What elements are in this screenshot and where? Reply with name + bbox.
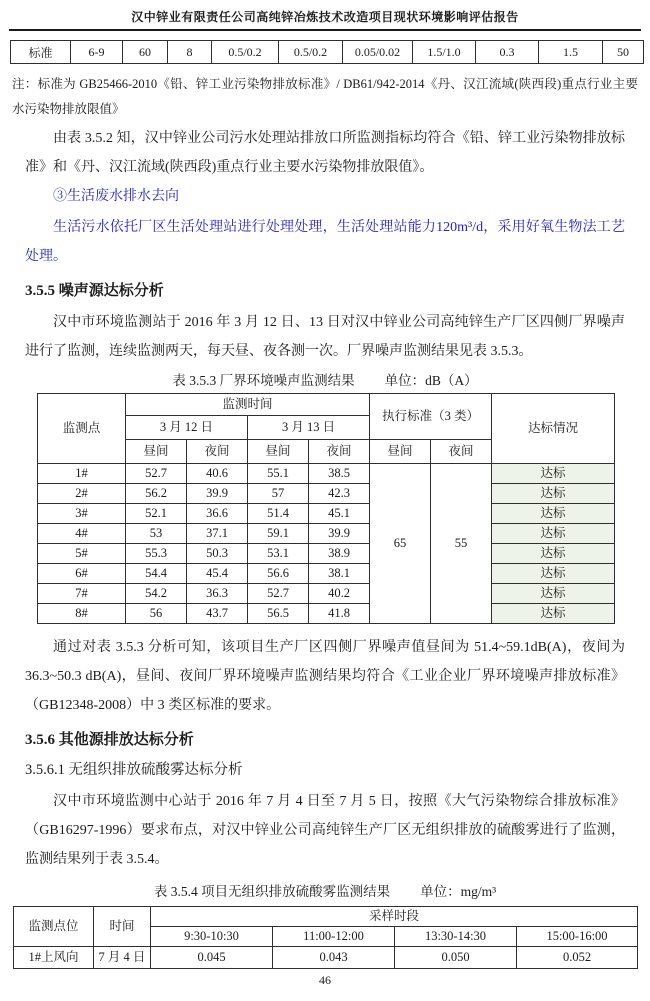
compliance-cell: 达标 <box>492 504 615 524</box>
table-cell: 52.1 <box>126 504 187 524</box>
table-cell: 0.5/0.2 <box>212 41 279 64</box>
table-cell: 37.1 <box>187 524 248 544</box>
table-cell: 59.1 <box>248 524 309 544</box>
table-cell: 1.5 <box>539 41 603 64</box>
mist-table-caption <box>0 880 650 900</box>
blue-subsection-heading: ③生活废水排水去向 <box>53 189 179 204</box>
table-cell: 0.050 <box>395 947 517 969</box>
table-cell: 39.9 <box>309 524 370 544</box>
table-cell: 7 月 4 日 <box>94 947 151 969</box>
mist-monitoring-table <box>13 906 638 969</box>
table-header-row <box>14 907 638 927</box>
standard-day-cell: 65 <box>370 464 431 624</box>
table-cell: 55.1 <box>248 464 309 484</box>
table-cell: 38.5 <box>309 464 370 484</box>
table-cell: 39.9 <box>187 484 248 504</box>
table-cell: 3# <box>38 504 126 524</box>
table-cell: 52.7 <box>126 464 187 484</box>
table-cell: 0.05/0.02 <box>343 41 413 64</box>
header-cell-daytime: 昼间 <box>126 440 187 464</box>
table-cell: 标准 <box>11 41 71 64</box>
table-cell: 45.4 <box>187 564 248 584</box>
table-cell: 1.5/1.0 <box>413 41 476 64</box>
table-row <box>38 484 615 504</box>
table-cell: 51.4 <box>248 504 309 524</box>
header-cell-night: 夜间 <box>187 440 248 464</box>
table-row <box>38 604 615 624</box>
header-cell-point: 监测点 <box>38 394 126 464</box>
compliance-cell: 达标 <box>492 484 615 504</box>
paragraph-noise-monitoring-intro: 汉中市环境监测站于 2016 年 3 月 12 日、13 日对汉中锌业公司高纯锌生产厂区四侧厂界噪声进行了监测，连续监测两天，每天昼、夜各测一次。厂界噪声监测结果见表 3.5.3。 <box>25 315 625 359</box>
table-cell: 8# <box>38 604 126 624</box>
paragraph-noise-analysis: 通过对表 3.5.3 分析可知，该项目生产厂区四侧厂界噪声值昼间为 51.4~59.1dB(A)，夜间为 36.3~50.3 dB(A)，昼间、夜间厂界环境噪声监测结果均符合《工业企业厂界环境噪声排放标准》（GB12348-2008）中 3 类区标准的要求。 <box>25 640 625 713</box>
table-cell: 56.5 <box>248 604 309 624</box>
table-cell: 53.1 <box>248 544 309 564</box>
compliance-cell: 达标 <box>492 544 615 564</box>
header-cell-night: 夜间 <box>431 440 492 464</box>
table-cell: 6-9 <box>71 41 123 64</box>
noise-table-caption <box>0 369 650 389</box>
table-cell: 0.043 <box>273 947 395 969</box>
table-cell: 41.8 <box>309 604 370 624</box>
table-cell: 56.6 <box>248 564 309 584</box>
caption-title: 表 3.5.3 厂界环境噪声监测结果 <box>172 373 355 388</box>
header-cell-day1: 3 月 12 日 <box>126 416 248 440</box>
table-cell: 0.5/0.2 <box>279 41 343 64</box>
compliance-cell: 达标 <box>492 464 615 484</box>
caption-title: 表 3.5.4 项目无组织排放硫酸雾监测结果 <box>153 884 391 899</box>
header-cell-period: 11:00-12:00 <box>273 927 395 947</box>
table-cell: 54.2 <box>126 584 187 604</box>
header-cell-night: 夜间 <box>309 440 370 464</box>
table-cell: 7# <box>38 584 126 604</box>
paragraph-mist-monitoring-intro: 汉中市环境监测中心站于 2016 年 7 月 4 日至 7 月 5 日，按照《大气污染物综合排放标准》（GB16297-1996）要求布点，对汉中锌业公司高纯锌生产厂区无组织排放的硫酸雾进行了监测，监测结果列于表 3.5.4。 <box>25 794 625 867</box>
standards-row <box>11 41 644 64</box>
compliance-cell: 达标 <box>492 604 615 624</box>
table-cell: 54.4 <box>126 564 187 584</box>
header-cell-time: 时间 <box>94 907 151 947</box>
table-row <box>38 504 615 524</box>
table-cell: 50 <box>603 41 644 64</box>
table-cell: 36.3 <box>187 584 248 604</box>
noise-monitoring-table <box>37 393 615 624</box>
header-cell-period: 13:30-14:30 <box>395 927 517 947</box>
header-cell-day2: 3 月 13 日 <box>248 416 370 440</box>
table-row <box>38 464 615 484</box>
header-cell-period: 9:30-10:30 <box>151 927 273 947</box>
table-cell: 2# <box>38 484 126 504</box>
header-cell-period: 15:00-16:00 <box>517 927 638 947</box>
table-row <box>38 524 615 544</box>
table-header-row <box>38 394 615 416</box>
table-cell: 40.2 <box>309 584 370 604</box>
header-cell-daytime: 昼间 <box>248 440 309 464</box>
table-cell: 0.3 <box>476 41 539 64</box>
standard-night-cell: 55 <box>431 464 492 624</box>
section-heading-3-5-5: 3.5.5 噪声源达标分析 <box>25 283 164 299</box>
table-cell: 52.7 <box>248 584 309 604</box>
header-cell-period-group: 采样时段 <box>151 907 638 927</box>
table-cell: 1# <box>38 464 126 484</box>
compliance-cell: 达标 <box>492 564 615 584</box>
table-row <box>14 947 638 969</box>
table-cell: 40.6 <box>187 464 248 484</box>
table-cell: 53 <box>126 524 187 544</box>
table-cell: 43.7 <box>187 604 248 624</box>
caption-unit: 单位：mg/m³ <box>420 884 497 899</box>
table-cell: 8 <box>168 41 212 64</box>
section-heading-3-5-6: 3.5.6 其他源排放达标分析 <box>25 732 194 748</box>
table-cell: 56 <box>126 604 187 624</box>
page-number: 46 <box>319 973 331 987</box>
paragraph-domestic-wastewater: 生活污水依托厂区生活处理站进行处理处理，生活处理站能力120m³/d，采用好氧生物法工艺处理。 <box>25 220 625 264</box>
compliance-cell: 达标 <box>492 584 615 604</box>
table-cell: 60 <box>123 41 168 64</box>
table-cell: 38.1 <box>309 564 370 584</box>
table-cell: 4# <box>38 524 126 544</box>
table-cell: 56.2 <box>126 484 187 504</box>
caption-unit: 单位：dB（A） <box>384 373 478 388</box>
table-cell: 36.6 <box>187 504 248 524</box>
table-cell: 5# <box>38 544 126 564</box>
table-cell: 45.1 <box>309 504 370 524</box>
table-cell: 1#上风向 <box>14 947 94 969</box>
table-cell: 0.045 <box>151 947 273 969</box>
header-cell-time-group: 监测时间 <box>126 394 370 416</box>
standards-limit-table <box>10 40 644 64</box>
header-cell-compliance: 达标情况 <box>492 394 615 464</box>
table-cell: 50.3 <box>187 544 248 564</box>
header-cell-standard-group: 执行标准（3 类） <box>370 394 492 440</box>
header-cell-point: 监测点位 <box>14 907 94 947</box>
table-footnote: 注：标准为 GB25466-2010《铅、锌工业污染物排放标准》/ DB61/942-2014《丹、汉江流域(陕西段)重点行业主要水污染物排放限值》 <box>12 77 638 116</box>
table-row <box>38 584 615 604</box>
paragraph-table-352-conclusion: 由表 3.5.2 知，汉中锌业公司污水处理站排放口所监测指标均符合《铅、锌工业污染物排放标准》和《丹、汉江流域(陕西段)重点行业主要水污染物排放限值》。 <box>25 131 625 175</box>
table-cell: 42.3 <box>309 484 370 504</box>
table-cell: 55.3 <box>126 544 187 564</box>
table-row <box>38 544 615 564</box>
table-cell: 57 <box>248 484 309 504</box>
table-row <box>38 564 615 584</box>
section-heading-3-5-6-1: 3.5.6.1 无组织排放硫酸雾达标分析 <box>25 762 243 778</box>
compliance-cell: 达标 <box>492 524 615 544</box>
report-header-title: 汉中锌业有限责任公司高纯锌冶炼技术改造项目现状环境影响评估报告 <box>9 0 641 31</box>
table-cell: 38.9 <box>309 544 370 564</box>
table-cell: 6# <box>38 564 126 584</box>
header-cell-daytime: 昼间 <box>370 440 431 464</box>
table-cell: 0.052 <box>517 947 638 969</box>
